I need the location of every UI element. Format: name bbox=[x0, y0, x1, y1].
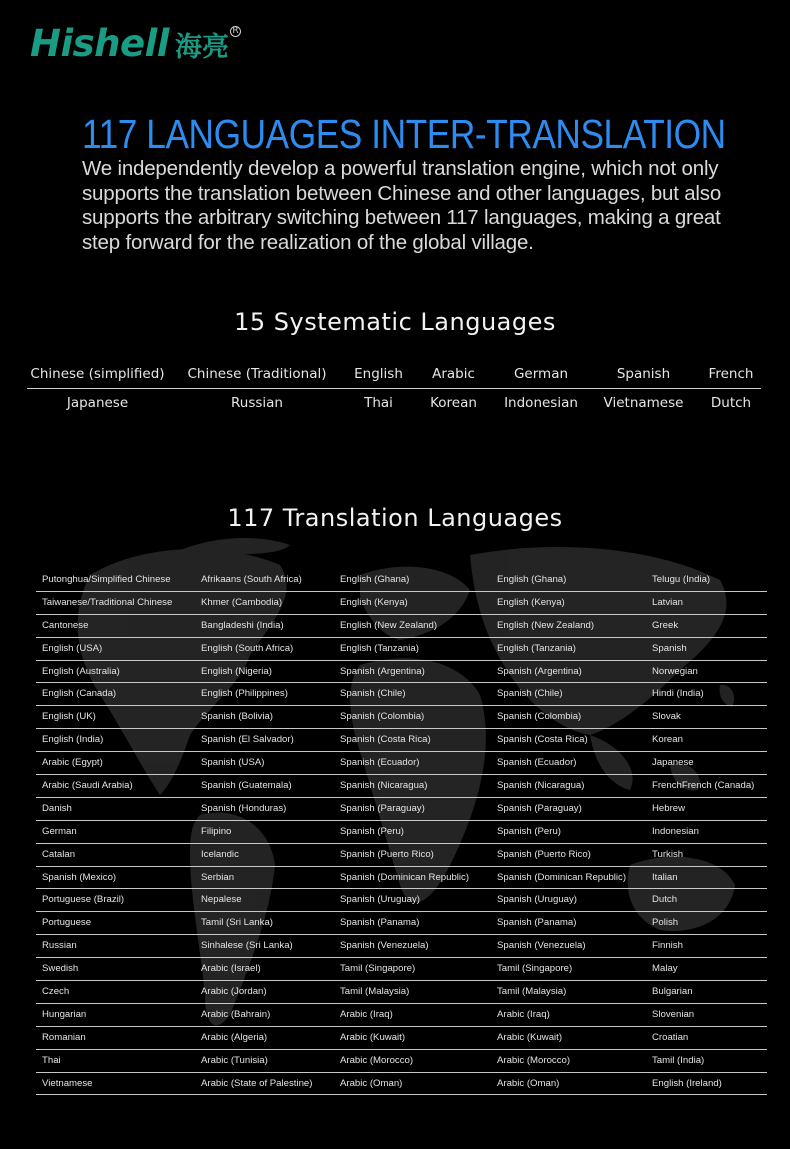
language-cell: Spanish (Panama) bbox=[497, 917, 577, 929]
table-row bbox=[36, 569, 767, 592]
systematic-language: English bbox=[354, 366, 403, 382]
language-cell: Arabic (Algeria) bbox=[201, 1031, 268, 1043]
language-cell: Portuguese bbox=[42, 917, 92, 929]
systematic-row bbox=[27, 360, 761, 389]
language-cell: Khmer (Cambodia) bbox=[201, 596, 283, 608]
language-cell: Norwegian bbox=[652, 665, 698, 677]
table-row bbox=[36, 1027, 767, 1050]
language-cell: Spanish (USA) bbox=[201, 757, 265, 769]
language-cell: Swedish bbox=[42, 963, 79, 975]
language-cell: Arabic (Oman) bbox=[497, 1077, 560, 1089]
language-cell: Tamil (Singapore) bbox=[340, 963, 416, 975]
systematic-language: French bbox=[708, 366, 754, 382]
language-cell: Spanish (El Salvador) bbox=[201, 734, 294, 746]
systematic-language: Dutch bbox=[710, 395, 752, 411]
language-cell: English (Kenya) bbox=[340, 596, 408, 608]
language-cell: Portuguese (Brazil) bbox=[42, 894, 125, 906]
language-cell: Slovenian bbox=[652, 1008, 695, 1020]
language-cell: Nepalese bbox=[201, 894, 242, 906]
table-row bbox=[36, 912, 767, 935]
language-cell: Tamil (India) bbox=[652, 1054, 705, 1066]
systematic-language: Vietnamese bbox=[603, 395, 684, 411]
systematic-language: Korean bbox=[430, 395, 477, 411]
systematic-language: Thai bbox=[364, 395, 393, 411]
language-cell: Tamil (Sri Lanka) bbox=[201, 917, 273, 929]
table-row bbox=[36, 683, 767, 706]
language-cell: English (New Zealand) bbox=[497, 619, 595, 631]
language-cell: Arabic (Iraq) bbox=[340, 1008, 393, 1020]
language-cell: Arabic (Tunisia) bbox=[201, 1054, 268, 1066]
language-cell: Spanish (Dominican Republic) bbox=[340, 871, 470, 883]
language-cell: Spanish (Chile) bbox=[340, 688, 406, 700]
systematic-language: Spanish bbox=[616, 366, 671, 382]
language-cell: Spanish (Chile) bbox=[497, 688, 563, 700]
language-cell: Bangladeshi (India) bbox=[201, 619, 284, 631]
language-cell: German bbox=[42, 825, 77, 837]
systematic-row bbox=[27, 389, 761, 417]
language-cell: Spanish (Puerto Rico) bbox=[497, 848, 591, 860]
language-cell: Arabic (Oman) bbox=[340, 1077, 403, 1089]
language-cell: Arabic (Israel) bbox=[201, 963, 261, 975]
language-cell: Filipino bbox=[201, 825, 232, 837]
language-cell: Spanish (Ecuador) bbox=[497, 757, 577, 769]
language-cell: English (UK) bbox=[42, 711, 96, 723]
language-cell: Latvian bbox=[652, 596, 683, 608]
language-cell: English (South Africa) bbox=[201, 642, 294, 654]
language-cell: Arabic (Morocco) bbox=[340, 1054, 414, 1066]
table-row bbox=[36, 706, 767, 729]
language-cell: Spanish (Ecuador) bbox=[340, 757, 420, 769]
language-cell: Arabic (Bahrain) bbox=[201, 1008, 271, 1020]
language-cell: Indonesian bbox=[652, 825, 699, 837]
language-cell: Arabic (Jordan) bbox=[201, 986, 267, 998]
language-cell: English (Ghana) bbox=[340, 574, 410, 585]
table-row bbox=[36, 981, 767, 1004]
language-cell: Spanish (Peru) bbox=[497, 825, 561, 837]
systematic-language: Chinese (Traditional) bbox=[187, 366, 327, 382]
language-cell: Greek bbox=[652, 619, 679, 631]
translation-languages-table bbox=[36, 569, 767, 1095]
language-cell: Icelandic bbox=[201, 848, 239, 860]
language-cell: Czech bbox=[42, 986, 70, 998]
table-row bbox=[36, 958, 767, 981]
table-row bbox=[36, 1004, 767, 1027]
language-cell: Telugu (India) bbox=[652, 574, 711, 585]
language-cell: Spanish (Colombia) bbox=[340, 711, 425, 723]
language-cell: Arabic (State of Palestine) bbox=[201, 1077, 313, 1089]
table-row bbox=[36, 889, 767, 912]
language-cell: Spanish (Honduras) bbox=[201, 802, 287, 814]
language-cell: Spanish (Argentina) bbox=[340, 665, 425, 677]
language-cell: Bulgarian bbox=[652, 986, 693, 998]
language-cell: Spanish (Venezuela) bbox=[497, 940, 586, 952]
language-cell: English (Canada) bbox=[42, 688, 117, 700]
language-cell: Spanish (Paraguay) bbox=[340, 802, 425, 814]
language-cell: Catalan bbox=[42, 848, 76, 860]
language-cell: Spanish (Peru) bbox=[340, 825, 404, 837]
language-cell: Arabic (Kuwait) bbox=[340, 1031, 406, 1043]
language-cell: Romanian bbox=[42, 1031, 86, 1043]
table-row bbox=[36, 615, 767, 638]
language-cell: Spanish (Nicaragua) bbox=[497, 780, 585, 792]
language-cell: Tamil (Singapore) bbox=[497, 963, 573, 975]
systematic-language: Russian bbox=[231, 395, 283, 411]
language-cell: Slovak bbox=[652, 711, 681, 723]
language-cell: Spanish (Costa Rica) bbox=[497, 734, 588, 746]
hero-description: We independently develop a powerful translation engine, which not only supports the translation between Chinese and other languages, but also supports the arbitrary switching between 117 languages, making a great step forward for the realization of the global village. bbox=[82, 157, 722, 254]
table-row bbox=[36, 752, 767, 775]
hero-title: 117 LANGUAGES INTER-TRANSLATION bbox=[82, 111, 726, 157]
language-cell: Croatian bbox=[652, 1031, 689, 1043]
language-cell: Spanish (Dominican Republic) bbox=[497, 871, 627, 883]
language-cell: Spanish (Argentina) bbox=[497, 665, 582, 677]
language-cell: Arabic (Kuwait) bbox=[497, 1031, 563, 1043]
language-cell: Korean bbox=[652, 734, 683, 746]
language-cell: Putonghua/Simplified Chinese bbox=[42, 574, 171, 585]
table-row bbox=[36, 1073, 767, 1096]
language-cell: Spanish (Bolivia) bbox=[201, 711, 273, 723]
language-cell: Spanish bbox=[652, 642, 687, 654]
language-cell: Spanish (Guatemala) bbox=[201, 780, 292, 792]
systematic-language: German bbox=[513, 366, 569, 382]
language-cell: Spanish (Venezuela) bbox=[340, 940, 429, 952]
language-cell: Italian bbox=[652, 871, 678, 883]
language-cell: English (Tanzania) bbox=[497, 642, 576, 654]
language-cell: Afrikaans (South Africa) bbox=[201, 574, 302, 585]
language-cell: Spanish (Uruguay) bbox=[340, 894, 420, 906]
language-cell: Thai bbox=[42, 1054, 61, 1066]
brand-logo bbox=[30, 24, 241, 68]
language-cell: English (Philippines) bbox=[201, 688, 288, 700]
language-cell: English (Ireland) bbox=[652, 1077, 722, 1089]
table-row bbox=[36, 729, 767, 752]
language-cell: Hindi (India) bbox=[652, 688, 704, 700]
language-cell: Malay bbox=[652, 963, 678, 975]
table-row bbox=[36, 798, 767, 821]
language-cell: English (Tanzania) bbox=[340, 642, 419, 654]
language-cell: English (Australia) bbox=[42, 665, 120, 677]
language-cell: Finnish bbox=[652, 940, 683, 952]
language-cell: Spanish (Puerto Rico) bbox=[340, 848, 434, 860]
language-cell: Hebrew bbox=[652, 802, 686, 814]
language-cell: Cantonese bbox=[42, 619, 89, 631]
registered-mark-icon: R bbox=[230, 26, 241, 37]
table-row bbox=[36, 592, 767, 615]
language-cell: Vietnamese bbox=[42, 1077, 93, 1089]
language-cell: Serbian bbox=[201, 871, 235, 883]
language-cell: English (Kenya) bbox=[497, 596, 565, 608]
language-cell: Taiwanese/Traditional Chinese bbox=[42, 596, 173, 608]
language-cell: FrenchFrench (Canada) bbox=[652, 780, 755, 792]
table-row bbox=[36, 935, 767, 958]
language-cell: Spanish (Uruguay) bbox=[497, 894, 577, 906]
language-cell: Arabic (Morocco) bbox=[497, 1054, 571, 1066]
table-row bbox=[36, 661, 767, 684]
language-cell: English (Nigeria) bbox=[201, 665, 272, 677]
language-cell: Hungarian bbox=[42, 1008, 87, 1020]
language-cell: Spanish (Nicaragua) bbox=[340, 780, 428, 792]
translation-languages-title: 117 Translation Languages bbox=[227, 504, 563, 532]
systematic-language: Indonesian bbox=[504, 395, 578, 411]
language-cell: English (Ghana) bbox=[497, 574, 567, 585]
language-cell: Spanish (Colombia) bbox=[497, 711, 582, 723]
language-cell: Tamil (Malaysia) bbox=[497, 986, 567, 998]
language-cell: Tamil (Malaysia) bbox=[340, 986, 410, 998]
table-row bbox=[36, 1050, 767, 1073]
systematic-languages-title: 15 Systematic Languages bbox=[234, 308, 556, 336]
systematic-language: Arabic bbox=[432, 366, 475, 382]
language-cell: Spanish (Costa Rica) bbox=[340, 734, 431, 746]
language-cell: English (India) bbox=[42, 734, 104, 746]
language-cell: Arabic (Egypt) bbox=[42, 757, 103, 769]
table-row bbox=[36, 775, 767, 798]
language-cell: Japanese bbox=[652, 757, 694, 769]
language-cell: English (USA) bbox=[42, 642, 103, 654]
language-cell: Russian bbox=[42, 940, 77, 952]
language-cell: Polish bbox=[652, 917, 679, 929]
language-cell: Danish bbox=[42, 802, 72, 814]
table-row bbox=[36, 867, 767, 890]
language-cell: Spanish (Mexico) bbox=[42, 871, 117, 883]
language-cell: Arabic (Saudi Arabia) bbox=[42, 780, 133, 792]
language-cell: Dutch bbox=[652, 894, 678, 906]
language-cell: English (New Zealand) bbox=[340, 619, 438, 631]
systematic-language: Chinese (simplified) bbox=[30, 366, 165, 382]
language-cell: Spanish (Paraguay) bbox=[497, 802, 582, 814]
language-cell: Spanish (Panama) bbox=[340, 917, 420, 929]
systematic-languages-table bbox=[27, 360, 761, 417]
language-cell: Arabic (Iraq) bbox=[497, 1008, 550, 1020]
table-row bbox=[36, 638, 767, 661]
systematic-language: Japanese bbox=[66, 395, 129, 411]
table-row bbox=[36, 844, 767, 867]
language-cell: Turkish bbox=[652, 848, 684, 860]
language-cell: Sinhalese (Sri Lanka) bbox=[201, 940, 293, 952]
table-row bbox=[36, 821, 767, 844]
brand-name-latin: Hishell bbox=[30, 22, 169, 65]
brand-name-cjk: 海亮 bbox=[174, 32, 229, 63]
